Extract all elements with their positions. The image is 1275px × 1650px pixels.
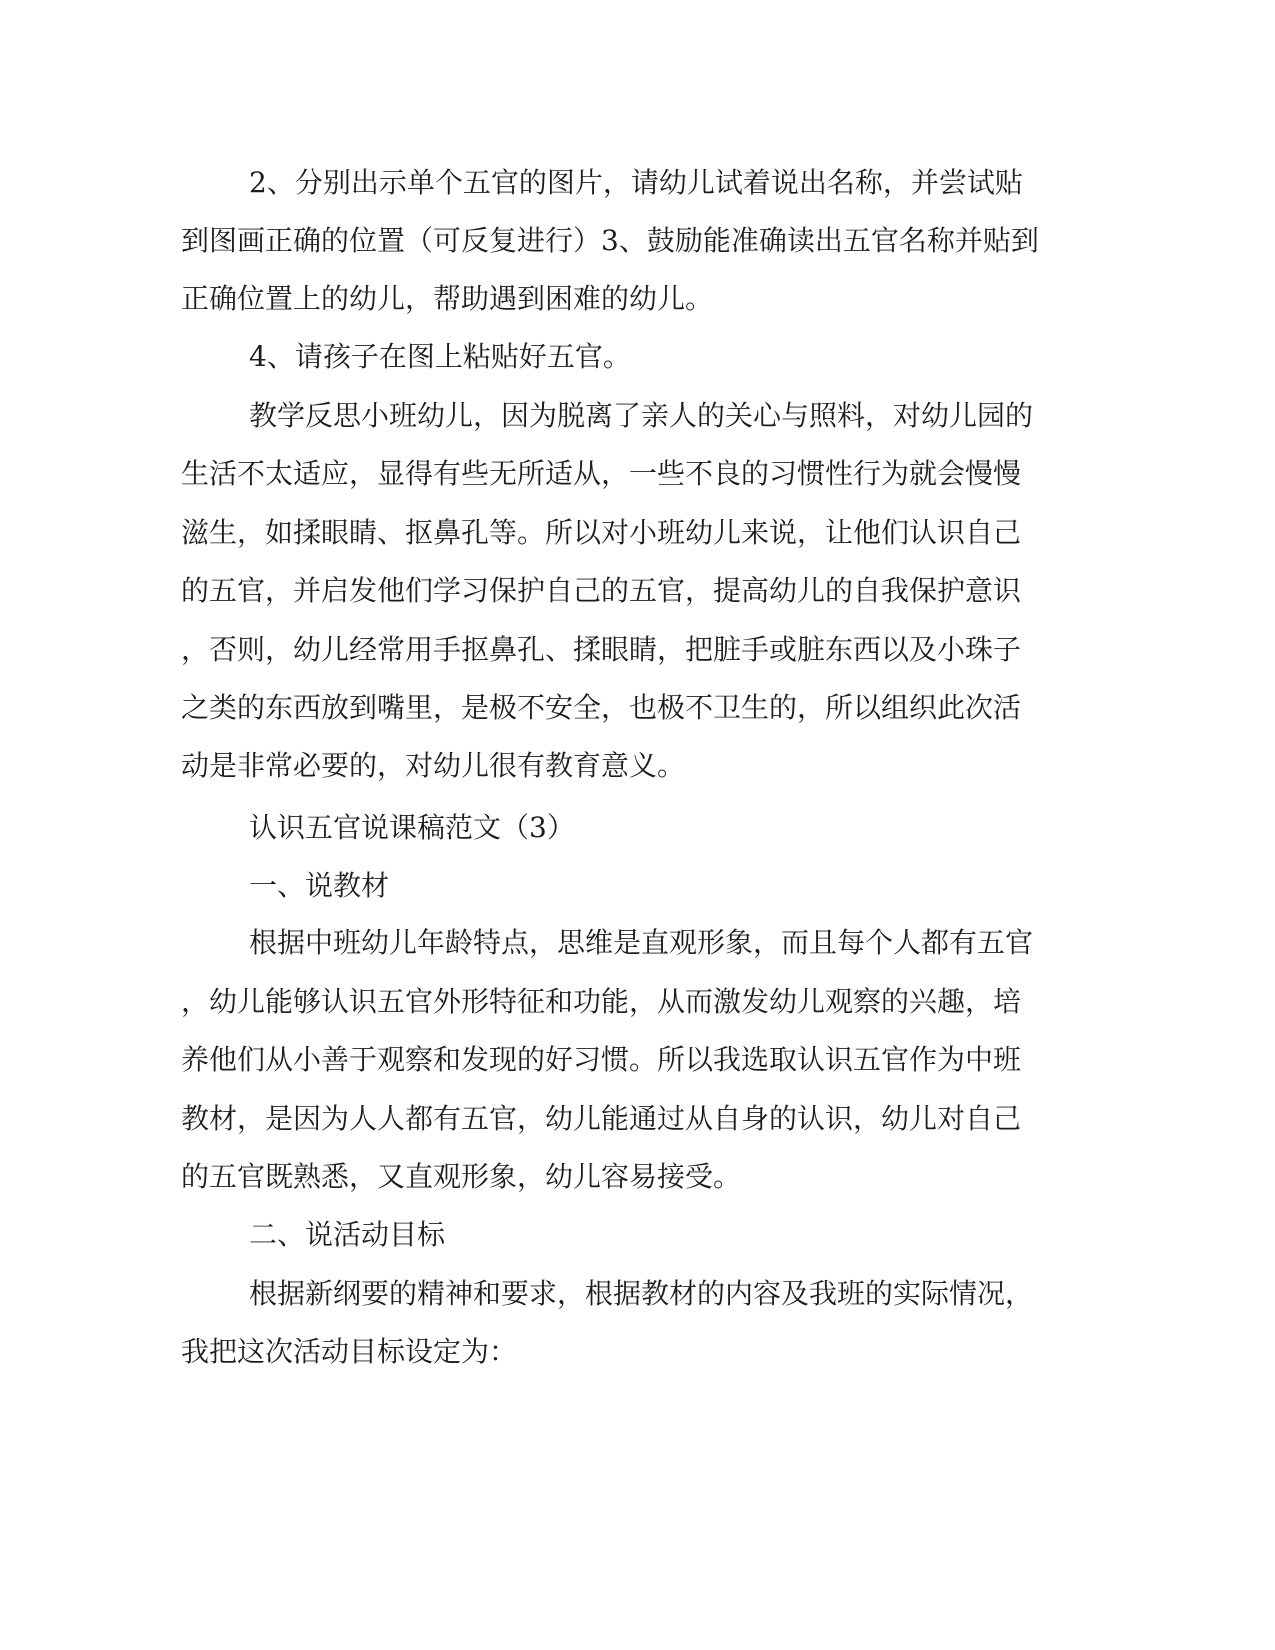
text-line: 教学反思小班幼儿，因为脱离了亲人的关心与照料，对幼儿园的 <box>249 399 1034 432</box>
text-line: 养他们从小善于观察和发现的好习惯。所以我选取认识五官作为中班 <box>181 1043 1022 1076</box>
text-line: 的五官既熟悉，又直观形象，幼儿容易接受。 <box>181 1160 742 1193</box>
text-line: 教材，是因为人人都有五官，幼儿能通过从自身的认识，幼儿对自己 <box>181 1102 1022 1135</box>
text-line: 的五官，并启发他们学习保护自己的五官，提高幼儿的自我保护意识 <box>181 574 1022 607</box>
text-line: 根据新纲要的精神和要求，根据教材的内容及我班的实际情况， <box>249 1277 1034 1310</box>
section-heading: 认识五官说课稿范文（3） <box>249 811 575 844</box>
text-line: 到图画正确的位置（可反复进行）3、鼓励能准确读出五官名称并贴到 <box>181 224 1039 257</box>
text-line: 2、分别出示单个五官的图片，请幼儿试着说出名称，并尝试贴 <box>249 166 1023 199</box>
text-line: ，否则，幼儿经常用手抠鼻孔、揉眼睛，把脏手或脏东西以及小珠子 <box>181 633 1022 666</box>
text-line: ，幼儿能够认识五官外形特征和功能，从而激发幼儿观察的兴趣，培 <box>181 985 1022 1018</box>
text-line: 正确位置上的幼儿，帮助遇到困难的幼儿。 <box>181 282 714 315</box>
text-line: 4、请孩子在图上粘贴好五官。 <box>249 340 631 373</box>
text-line: 生活不太适应，显得有些无所适从，一些不良的习惯性行为就会慢慢 <box>181 457 1022 490</box>
section-heading: 二、说活动目标 <box>249 1218 446 1251</box>
section-heading: 一、说教材 <box>249 869 390 902</box>
text-line: 之类的东西放到嘴里，是极不安全，也极不卫生的，所以组织此次活 <box>181 691 1022 724</box>
text-line: 我把这次活动目标设定为： <box>181 1335 518 1368</box>
text-line: 滋生，如揉眼睛、抠鼻孔等。所以对小班幼儿来说，让他们认识自己 <box>181 516 1022 549</box>
text-line: 动是非常必要的，对幼儿很有教育意义。 <box>181 749 686 782</box>
text-line: 根据中班幼儿年龄特点，思维是直观形象，而且每个人都有五官 <box>249 926 1034 959</box>
